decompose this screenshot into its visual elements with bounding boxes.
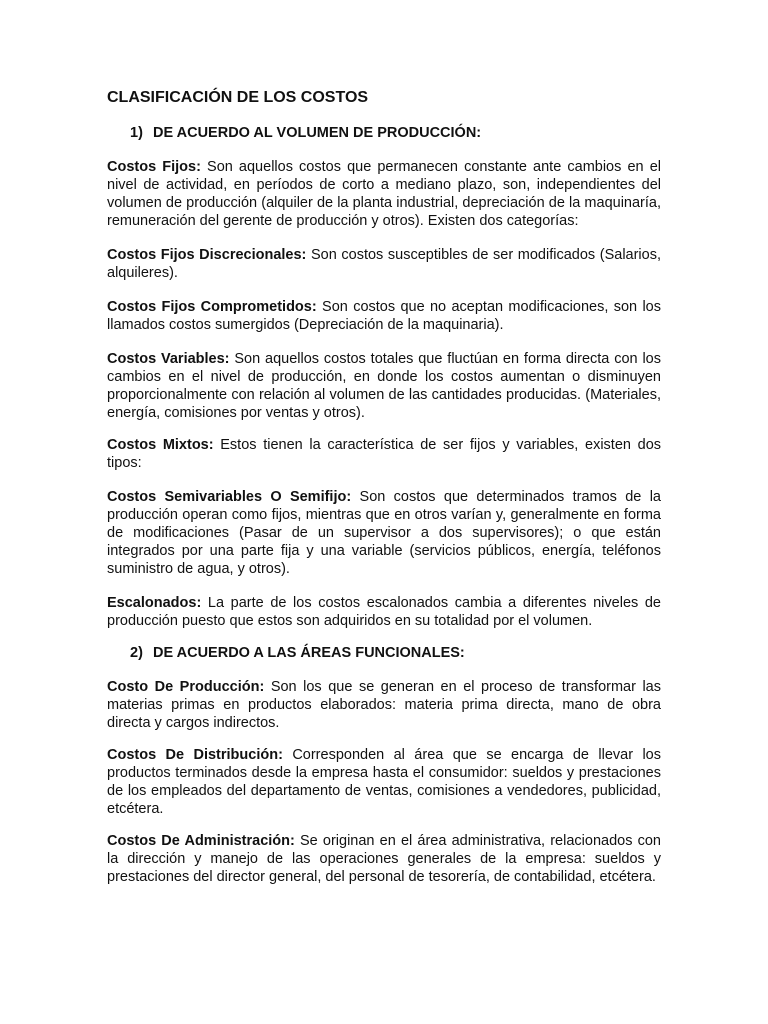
paragraph-costos-fijos: [107, 158, 661, 230]
term: Costos De Administración:: [107, 833, 295, 849]
section-heading-volumen: [107, 124, 661, 142]
term: Costos De Distribución:: [107, 747, 283, 763]
paragraph-costos-semivariables: [107, 488, 661, 578]
definition: Son aquellos costos que permanecen constante ante cambios en el nivel de actividad, en períodos de corto a mediano plazo, son, independientes del volumen de producción (alquiler de la planta industrial, depreciación de la maquinaría, remuneración del gerente de producción y otros). Existen dos categorías:: [107, 159, 662, 229]
definition: Son costos susceptibles de ser modificados (Salarios, alquileres).: [107, 247, 661, 281]
definition: Son costos que determinados tramos de la producción operan como fijos, mientras que en otros varían y, generalmente en forma de modificaciones (Pasar de un supervisor a dos supervisores); o que están integrados por una parte fija y una variable (servicios públicos, energía, teléfonos suministro de agua, y otros).: [107, 489, 661, 577]
section-heading-text: DE ACUERDO A LAS ÁREAS FUNCIONALES:: [153, 645, 465, 661]
definition: Estos tienen la característica de ser fijos y variables, existen dos tipos:: [107, 437, 662, 471]
paragraph-escalonados: [107, 594, 661, 630]
term: Costos Variables:: [107, 351, 230, 367]
paragraph-costos-fijos-discrecionales: [107, 246, 661, 282]
paragraph-costo-produccion: [107, 678, 661, 732]
paragraph-costos-distribucion: [107, 746, 661, 818]
paragraph-costos-mixtos: [107, 436, 661, 472]
definition: Son aquellos costos totales que fluctúan en forma directa con los cambios en el nivel de producción, en donde los costos aumentan o disminuyen proporcionalmente con relación al volumen de las cantidades producidas. (Materiales, energía, comisiones por ventas y otros).: [107, 351, 661, 421]
paragraph-costos-variables: [107, 350, 661, 422]
term: Costos Fijos:: [107, 159, 201, 175]
definition: Son costos que no aceptan modificaciones, son los llamados costos sumergidos (Depreciación de la maquinaria).: [107, 299, 661, 333]
section-number: 1): [130, 125, 143, 141]
definition: Son los que se generan en el proceso de transformar las materias primas en productos elaborados: materia prima directa, mano de obra directa y cargos indirectos.: [107, 679, 661, 731]
term: Costos Fijos Comprometidos:: [107, 299, 317, 315]
term: Costos Mixtos:: [107, 437, 214, 453]
document-title: CLASIFICACIÓN DE LOS COSTOS: [107, 89, 369, 106]
paragraph-costos-administracion: [107, 832, 661, 886]
term: Costo De Producción:: [107, 679, 265, 695]
term: Costos Fijos Discrecionales:: [107, 247, 307, 263]
section-heading-text: DE ACUERDO AL VOLUMEN DE PRODUCCIÓN:: [153, 125, 482, 141]
section-heading-areas-funcionales: [107, 644, 661, 662]
term: Escalonados:: [107, 595, 202, 611]
definition: Corresponden al área que se encarga de llevar los productos terminados desde la empresa hasta el consumidor: sueldos y prestaciones de los empleados del departamento de ventas, comisiones a vendedores, publicidad, etcétera.: [107, 747, 661, 817]
document-page: [107, 88, 661, 902]
paragraph-costos-fijos-comprometidos: [107, 298, 661, 334]
definition: Se originan en el área administrativa, relacionados con la dirección y manejo de las operaciones generales de la empresa: sueldos y prestaciones del director general, del personal de tesorería, de contabilidad, etcétera.: [107, 833, 661, 885]
section-number: 2): [130, 645, 143, 661]
definition: La parte de los costos escalonados cambia a diferentes niveles de producción puesto que estos son adquiridos en su totalidad por el volumen.: [107, 595, 661, 629]
term: Costos Semivariables O Semifijo:: [107, 489, 352, 505]
